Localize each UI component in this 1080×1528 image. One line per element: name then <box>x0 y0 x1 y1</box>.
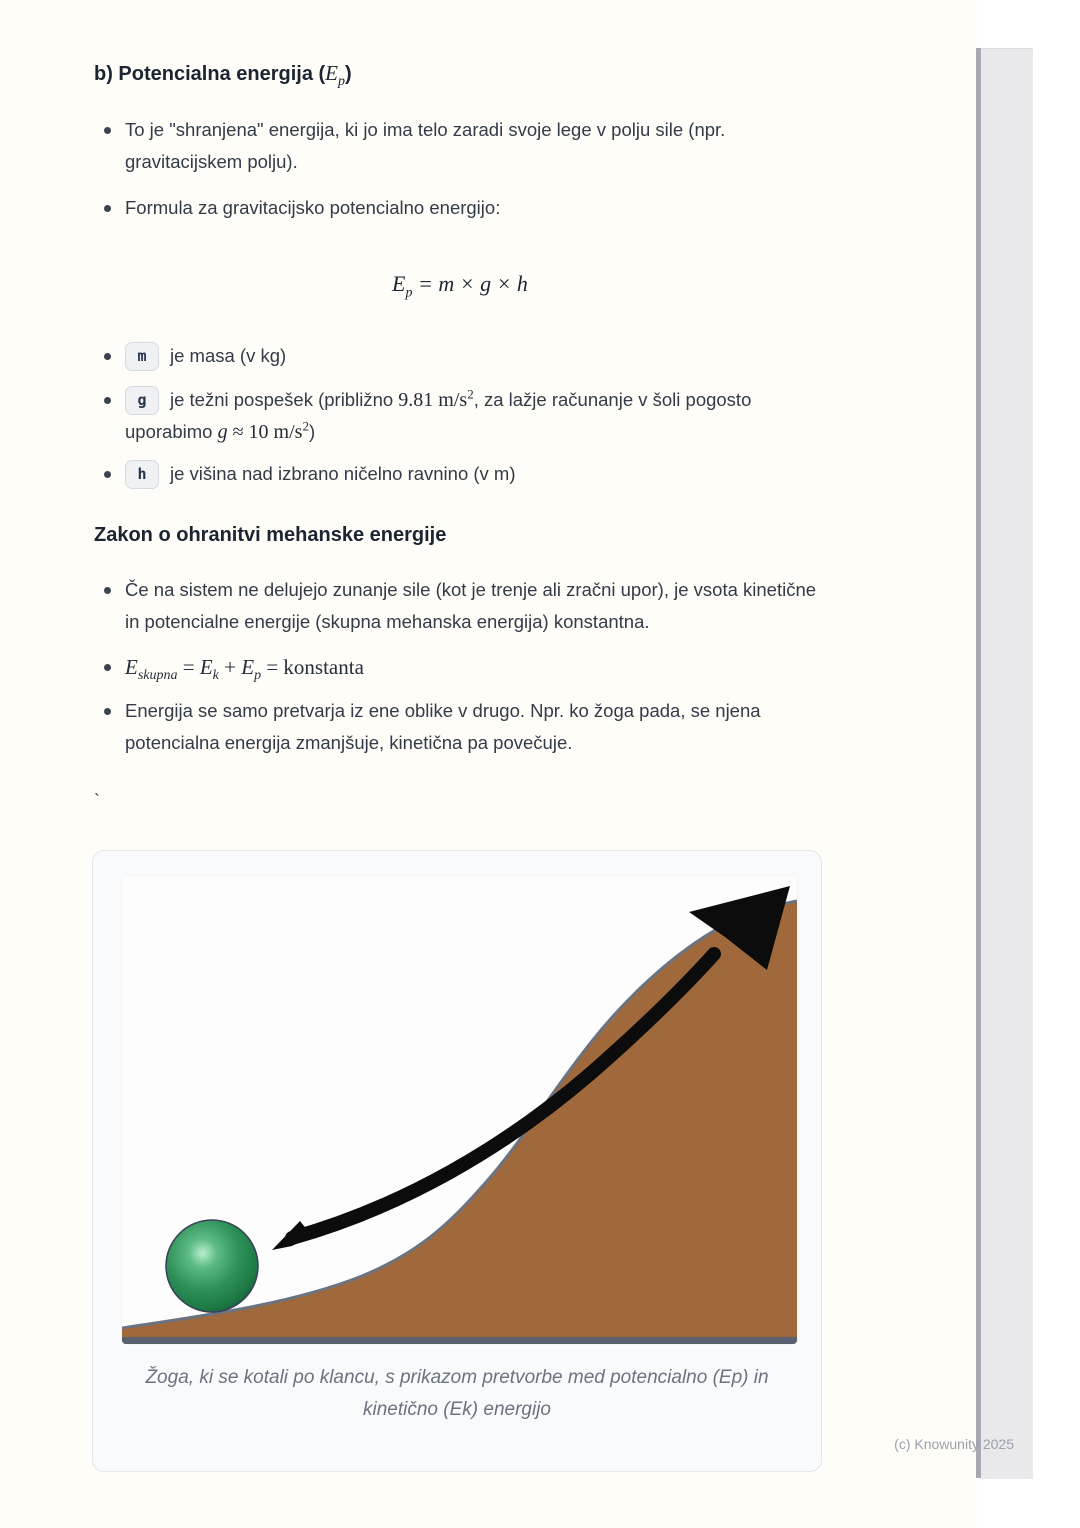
figure-caption-text: Žoga, ki se kotali po klancu, s prikazom pretvorbe med potencialno (Ep) in kinetično (Ek) energijo <box>145 1367 769 1420</box>
figure-card <box>92 850 822 1472</box>
heading-math-var: $E_p$ <box>325 61 345 90</box>
bullet-dot <box>104 127 111 134</box>
list-item-equation <box>94 651 826 683</box>
intro-bullet-list <box>94 114 826 224</box>
ball <box>166 1220 258 1312</box>
var-description: je višina nad izbrano ničelno ravnino (v m) <box>170 463 516 484</box>
bullet-text <box>125 458 825 490</box>
var-description: , za lažje računanje v šoli pogosto uporabimo <box>125 389 752 442</box>
ground-base-line <box>122 1337 797 1344</box>
bullet-text <box>125 384 825 448</box>
bullet-dot <box>104 708 111 715</box>
ball-on-slope-illustration <box>122 876 797 1344</box>
scrollbar-track[interactable] <box>981 48 1033 1479</box>
heading-text: b) Potencialna energija ( <box>94 63 326 85</box>
figure-caption <box>93 1362 821 1426</box>
code-badge-g: g <box>125 386 159 415</box>
var-description: je masa (v kg) <box>170 345 287 366</box>
bullet-dot <box>104 664 111 671</box>
formula-rest: = m × g × h <box>412 271 528 296</box>
formula-ep <box>94 268 826 300</box>
copyright-notice: (c) Knowunity 2025 <box>894 1436 1014 1452</box>
bullet-text: Če na sistem ne delujejo zunanje sile (kot je trenje ali zračni upor), je vsota kinetične in potencialne energije (skupna mehanska energija) konstantna. <box>125 579 817 632</box>
math-value: 9.81 $m/s^2$ <box>398 386 474 411</box>
list-item-var-h <box>94 458 826 490</box>
bullet-dot <box>104 353 111 360</box>
heading-text-suffix: ) <box>345 63 352 85</box>
list-item <box>94 114 826 178</box>
bullet-dot <box>104 205 111 212</box>
bullet-text: Formula za gravitacijsko potencialno energijo: <box>125 197 501 218</box>
bullet-text: Energija se samo pretvarja iz ene oblike v drugo. Npr. ko žoga pada, se njena potencialna energija zmanjšuje, kinetična pa povečuje. <box>125 700 761 753</box>
list-item-var-m <box>94 340 826 372</box>
bullet-dot <box>104 397 111 404</box>
stray-backtick: ` <box>94 791 100 811</box>
list-item <box>94 574 826 638</box>
code-badge-h: h <box>125 460 159 489</box>
variable-list <box>94 340 826 490</box>
document-content <box>94 52 826 817</box>
var-description: je težni pospešek (približno <box>170 389 399 410</box>
section-heading-potential-energy <box>94 60 826 90</box>
math-value: g ≈ 10 $m/s^2$ <box>217 418 309 443</box>
list-item-var-g <box>94 384 826 448</box>
bullet-text: To je "shranjena" energija, ki jo ima telo zaradi svoje lege v polju sile (npr. gravitacijskem polju). <box>125 119 726 172</box>
list-item <box>94 695 826 759</box>
bullet-dot <box>104 587 111 594</box>
figure-image <box>122 876 797 1344</box>
bullet-dot <box>104 471 111 478</box>
code-badge-m: m <box>125 342 159 371</box>
section-heading-conservation: Zakon o ohranitvi mehanske energije <box>94 524 447 546</box>
formula-var: $E_p$ <box>392 271 413 301</box>
list-item <box>94 192 826 224</box>
bullet-text <box>125 340 825 372</box>
equation-total-energy: $E_{skupna} = E_k + E_p$ = konstanta <box>125 655 364 684</box>
var-description: ) <box>308 421 316 442</box>
conservation-bullet-list <box>94 574 826 759</box>
